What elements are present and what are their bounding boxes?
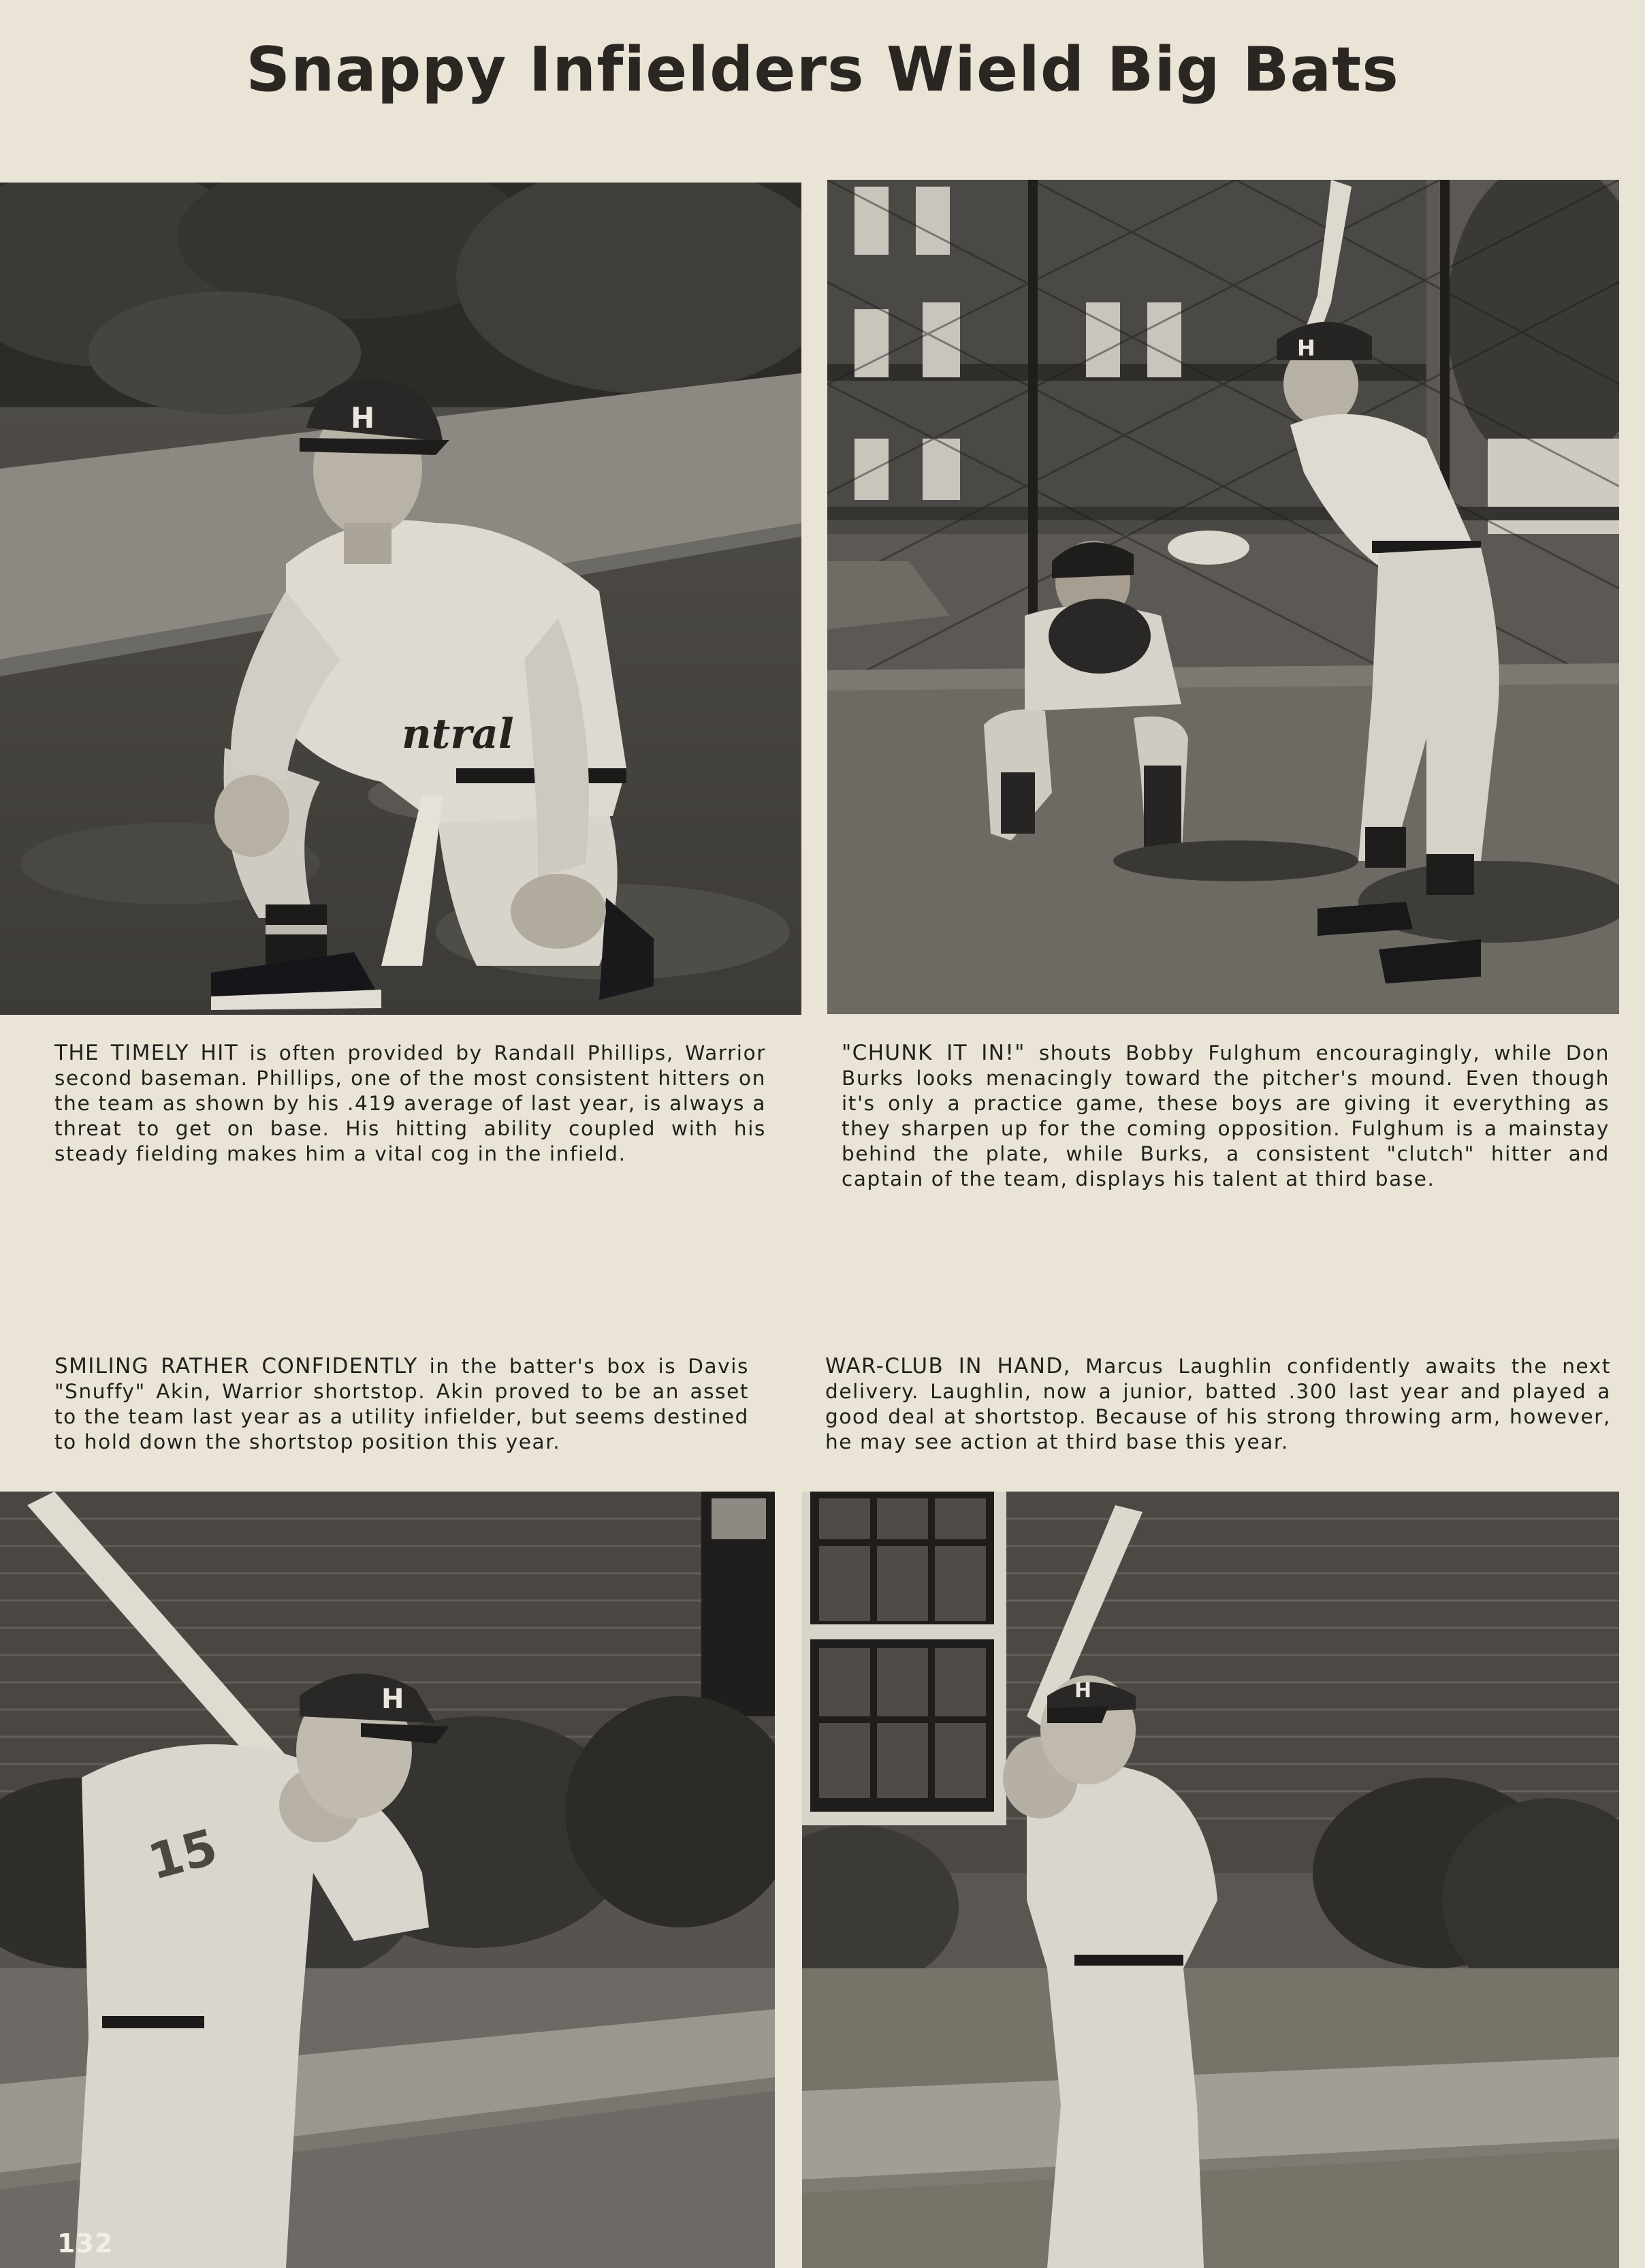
- page-title: Snappy Infielders Wield Big Bats: [246, 34, 1399, 106]
- caption-lead: "CHUNK IT IN!": [842, 1041, 1025, 1065]
- caption-timely-hit: [54, 1041, 766, 1167]
- photo-fulghum-burks: [827, 180, 1619, 1014]
- caption-smiling-confidently: [54, 1354, 749, 1455]
- caption-lead: SMILING RATHER CONFIDENTLY: [54, 1354, 418, 1379]
- cap-letter: H: [351, 401, 375, 435]
- jersey-number: 15: [142, 1818, 223, 1891]
- jersey-text: ntral: [402, 710, 514, 758]
- caption-chunk-it-in: [842, 1041, 1610, 1192]
- caption-body: shouts Bobby Fulghum encouragingly, while Don Burks looks menacingly toward the pitcher's mound. Even though it's only a practice game, these boys are giving it everything as they sharpen up for the coming opposition. Fulghum is a mainstay behind the plate, while Burks, a consistent "clutch" hitter and captain of the team, displays his talent at third base.: [842, 1041, 1610, 1191]
- caption-body: is often provided by Randall Phillips, Warrior second baseman. Phillips, one of the most consistent hitters on the team as shown by his .419 average of last year, is always a threat to get on base. His hitting ability coupled with his steady fielding makes him a vital cog in the infield.: [54, 1041, 766, 1165]
- cap-letter-batter: H: [1297, 335, 1315, 361]
- caption-war-club: [825, 1354, 1611, 1455]
- caption-lead: THE TIMELY HIT: [54, 1041, 239, 1065]
- caption-lead: WAR-CLUB IN HAND,: [825, 1354, 1071, 1379]
- photo-randall-phillips: [0, 183, 801, 1015]
- cap-letter: H: [381, 1684, 404, 1715]
- caption-body: in the batter's box is Davis "Snuffy" Akin, Warrior shortstop. Akin proved to be an asset to the team last year as a utility infielder, but seems destined to hold down the shortstop position this year.: [54, 1355, 749, 1453]
- photo-davis-akin: [0, 1492, 775, 2268]
- page-number: 132: [57, 2228, 114, 2258]
- photo-marcus-laughlin: [802, 1492, 1619, 2268]
- cap-letter: H: [1074, 1679, 1092, 1703]
- caption-body: Marcus Laughlin confidently awaits the next delivery. Laughlin, now a junior, batted .300 last year and played a good deal at shortstop. Because of his strong throwing arm, however, he may see action at third base this year.: [825, 1355, 1611, 1453]
